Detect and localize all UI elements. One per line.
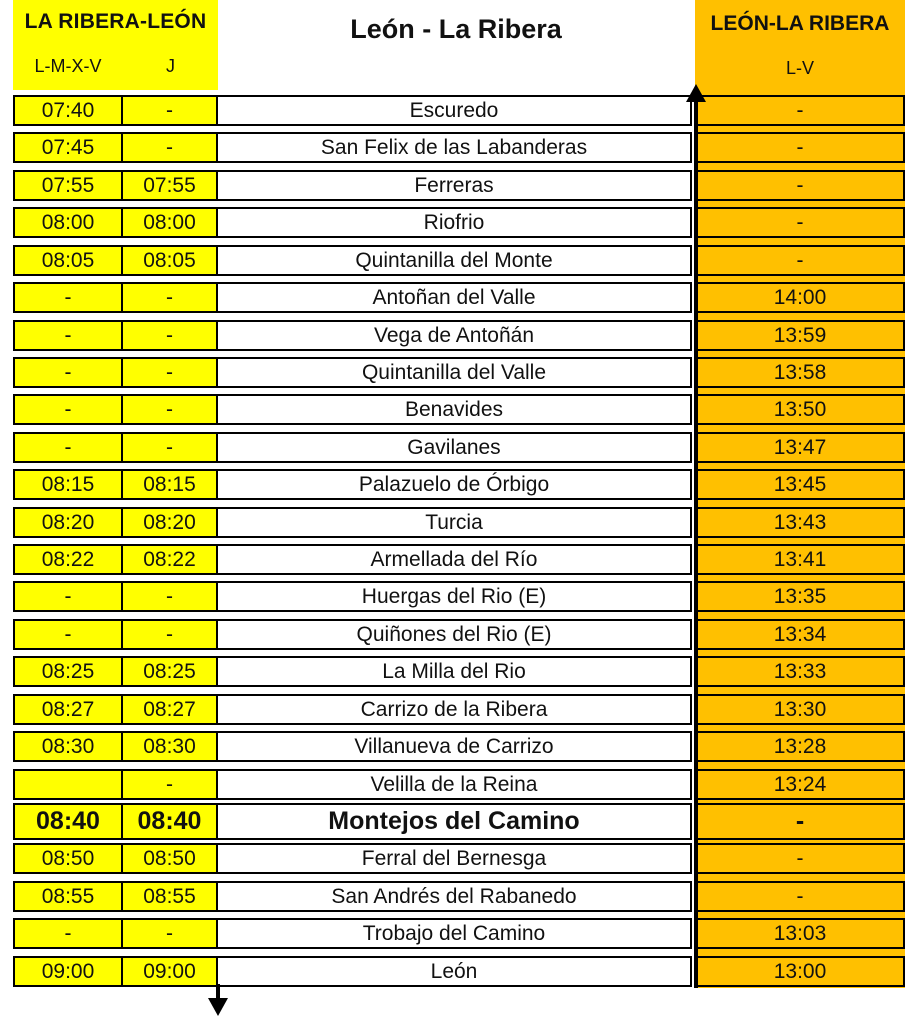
time-cell-lv: 13:47 (695, 432, 905, 463)
table-row (0, 918, 919, 949)
table-row (0, 619, 919, 650)
station-cell: San Andrés del Rabanedo (216, 881, 692, 912)
time-cell-j: 08:20 (121, 507, 218, 538)
time-cell-lmxv: - (13, 282, 123, 313)
la-ribera-leon-title: LA RIBERA-LEÓN (24, 10, 207, 33)
time-cell-lmxv: 09:00 (13, 956, 123, 987)
station-cell: La Milla del Rio (216, 656, 692, 687)
time-cell-lv: 13:41 (695, 544, 905, 575)
table-row (0, 843, 919, 874)
time-cell-j: 08:30 (121, 731, 218, 762)
table-row (0, 881, 919, 912)
time-cell-lmxv: 08:05 (13, 245, 123, 276)
route-down-arrow-icon (208, 998, 228, 1016)
station-cell: San Felix de las Labanderas (216, 132, 692, 163)
table-row (0, 357, 919, 388)
table-row (0, 320, 919, 351)
table-row (0, 656, 919, 687)
table-row (0, 394, 919, 425)
time-cell-lv: 13:59 (695, 320, 905, 351)
station-cell: Ferreras (216, 170, 692, 201)
station-cell: Benavides (216, 394, 692, 425)
time-cell-j: - (121, 357, 218, 388)
time-cell-lv: 14:00 (695, 282, 905, 313)
time-cell-lv: - (695, 803, 905, 840)
table-row (0, 956, 919, 987)
table-row (0, 581, 919, 612)
left-subcolumn-labels (13, 56, 218, 77)
table-row (0, 282, 919, 313)
time-cell-j: - (121, 918, 218, 949)
time-cell-lmxv: - (13, 394, 123, 425)
time-cell-lv: - (695, 843, 905, 874)
time-cell-j: - (121, 581, 218, 612)
time-cell-lv: - (695, 170, 905, 201)
time-cell-lmxv: 08:27 (13, 694, 123, 725)
table-row (0, 803, 919, 840)
time-cell-lv: - (695, 132, 905, 163)
station-cell: Quiñones del Rio (E) (216, 619, 692, 650)
time-cell-j: 09:00 (121, 956, 218, 987)
time-cell-lv: - (695, 245, 905, 276)
station-cell: Armellada del Río (216, 544, 692, 575)
time-cell-lv: 13:45 (695, 469, 905, 500)
time-cell-lmxv: - (13, 619, 123, 650)
header-la-ribera-leon (13, 0, 218, 90)
time-cell-lmxv: - (13, 581, 123, 612)
time-cell-lmxv: 08:00 (13, 207, 123, 238)
time-cell-lmxv: 08:15 (13, 469, 123, 500)
time-cell-j: 08:55 (121, 881, 218, 912)
time-cell-lmxv: 08:25 (13, 656, 123, 687)
time-cell-j: 08:00 (121, 207, 218, 238)
page-title: León - La Ribera (350, 13, 562, 44)
station-cell: Vega de Antoñán (216, 320, 692, 351)
table-row (0, 95, 919, 126)
time-cell-j: - (121, 320, 218, 351)
time-cell-lmxv: - (13, 432, 123, 463)
station-cell: Velilla de la Reina (216, 769, 692, 800)
time-cell-lmxv (13, 769, 123, 800)
time-cell-lv: 13:34 (695, 619, 905, 650)
time-cell-j: 08:27 (121, 694, 218, 725)
time-cell-j: - (121, 619, 218, 650)
time-cell-lv: 13:33 (695, 656, 905, 687)
time-cell-lv: 13:30 (695, 694, 905, 725)
time-cell-lv: 13:24 (695, 769, 905, 800)
time-cell-j: 08:40 (121, 803, 218, 840)
time-cell-lmxv: 08:20 (13, 507, 123, 538)
time-cell-lv: - (695, 881, 905, 912)
table-row (0, 769, 919, 800)
time-cell-lmxv: 07:45 (13, 132, 123, 163)
table-row (0, 132, 919, 163)
time-cell-lmxv: - (13, 918, 123, 949)
time-cell-lv: 13:58 (695, 357, 905, 388)
time-cell-j: 08:15 (121, 469, 218, 500)
time-cell-j: - (121, 432, 218, 463)
time-cell-lmxv: 07:40 (13, 95, 123, 126)
station-cell: Huergas del Rio (E) (216, 581, 692, 612)
table-row (0, 207, 919, 238)
subcolumn-label-lmxv: L-M-X-V (34, 56, 102, 76)
table-row (0, 731, 919, 762)
station-cell: Escuredo (216, 95, 692, 126)
station-cell: Quintanilla del Valle (216, 357, 692, 388)
time-cell-lmxv: 08:50 (13, 843, 123, 874)
route-up-arrow-icon (686, 84, 706, 102)
time-cell-j: - (121, 769, 218, 800)
time-cell-lmxv: - (13, 320, 123, 351)
time-cell-lv: 13:03 (695, 918, 905, 949)
time-cell-j: - (121, 282, 218, 313)
table-row (0, 507, 919, 538)
station-cell: Ferral del Bernesga (216, 843, 692, 874)
subcolumn-label-lv: L-V (785, 58, 814, 78)
time-cell-lv: 13:28 (695, 731, 905, 762)
station-cell: Riofrio (216, 207, 692, 238)
table-row (0, 432, 919, 463)
station-cell: Gavilanes (216, 432, 692, 463)
station-cell: Trobajo del Camino (216, 918, 692, 949)
time-cell-lv: 13:35 (695, 581, 905, 612)
station-cell: Villanueva de Carrizo (216, 731, 692, 762)
time-cell-lv: 13:43 (695, 507, 905, 538)
leon-la-ribera-title: LEÓN-LA RIBERA (710, 12, 890, 35)
time-cell-lmxv: 08:22 (13, 544, 123, 575)
time-cell-lv: - (695, 95, 905, 126)
time-cell-lv: - (695, 207, 905, 238)
table-row (0, 245, 919, 276)
time-cell-lmxv: - (13, 357, 123, 388)
station-cell: Carrizo de la Ribera (216, 694, 692, 725)
table-row (0, 544, 919, 575)
table-row (0, 170, 919, 201)
time-cell-lmxv: 08:55 (13, 881, 123, 912)
time-cell-j: 08:05 (121, 245, 218, 276)
time-cell-lv: 13:50 (695, 394, 905, 425)
time-cell-j: 07:55 (121, 170, 218, 201)
time-cell-j: 08:22 (121, 544, 218, 575)
time-cell-lmxv: 08:40 (13, 803, 123, 840)
station-cell: Quintanilla del Monte (216, 245, 692, 276)
station-cell: Antoñan del Valle (216, 282, 692, 313)
time-cell-j: 08:25 (121, 656, 218, 687)
time-cell-lv: 13:00 (695, 956, 905, 987)
time-cell-lmxv: 08:30 (13, 731, 123, 762)
time-cell-lmxv: 07:55 (13, 170, 123, 201)
time-cell-j: - (121, 394, 218, 425)
station-cell: Turcia (216, 507, 692, 538)
time-cell-j: - (121, 95, 218, 126)
station-cell: Montejos del Camino (216, 803, 692, 840)
station-cell: León (216, 956, 692, 987)
time-cell-j: 08:50 (121, 843, 218, 874)
station-cell: Palazuelo de Órbigo (216, 469, 692, 500)
table-row (0, 469, 919, 500)
table-row (0, 694, 919, 725)
subcolumn-label-j: J (166, 56, 175, 76)
route-up-arrow-shaft (694, 100, 698, 988)
time-cell-j: - (121, 132, 218, 163)
